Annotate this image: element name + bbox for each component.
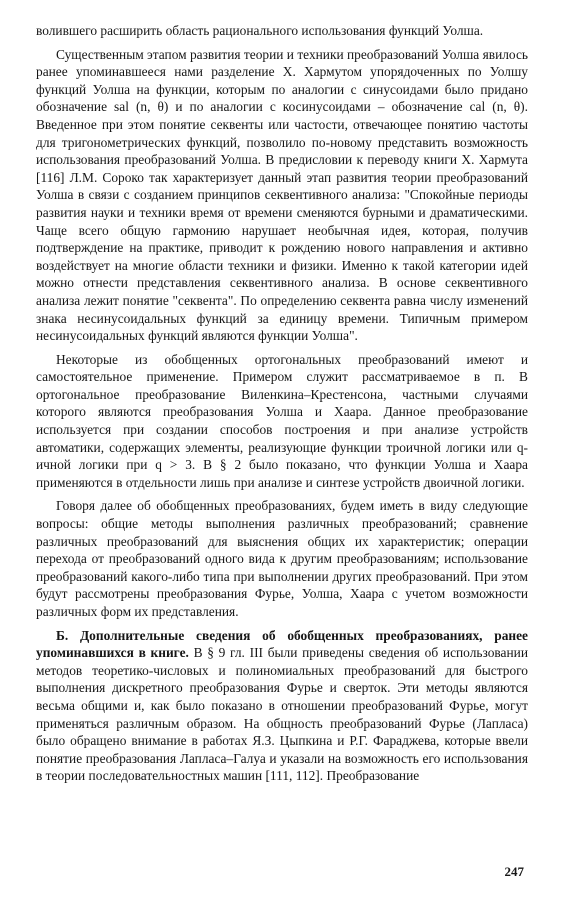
page-number: 247 (504, 864, 524, 879)
paragraph-1: волившего расширить область рационального использования функций Уолша. (36, 23, 484, 38)
paragraph-3: Некоторые из обобщенных ортогональных преобразований имеют и самостоятельное применение. Примером служит рассматриваемое в п. В ортогональное преобразование Виленкина–Крестенсона, частными случаями которого являются преобразования Уолша и Хаара. Данное преобразование используется при создании способов построения и при анализе устройств автоматики, содержащих элементы, реализующие функции троичной логики или q-ичной логики при q > 3. В § 2 было показано, что функции Уолша и Хаара применяются в отдельности лишь при анализе и синтезе устройств двоичной логики. (36, 351, 528, 490)
section-b-paragraph (36, 627, 528, 785)
document-page (36, 22, 528, 791)
section-b-text: В § 9 гл. III были приведены сведения об использовании методов теоретико-числовых и полиномиальных преобразований для быстрого выполнения дискретного преобразования Фурье и сверток. Эти методы являются весьма общими и, как было показано в отношении преобразований Фурье, могут применяться различным образом. На общность преобразований Фурье (Лапласа) было обращено внимание в работах Я.З. Цыпкина и Р.Г. Фараджева, которые ввели понятие преобразования Лапласа–Галуа и указали на возможность его использования в теории последовательностных машин [111, 112]. Преобразование (36, 645, 528, 784)
section-b-heading: Б. Дополнительные сведения об обобщенных преобразованиях, ранее упоминавшихся в книге. (36, 627, 528, 661)
paragraph-2: Существенным этапом развития теории и техники преобразований Уолша явилось ранее упоминавшееся нами разделение Х. Хармутом упорядоченных по Уолшу функций Уолша на функции, которым по аналогии с синусоидами было придано обозначение sal (n, θ) и по аналогии с косинусоидами – обозначение cal (n, θ). Введенное при этом понятие секвенты или частости, отвечающее понятию частоты для тригонометрических функций, позволило по-новому представить возможность использования преобразований Уолша. В предисловии к переводу книги Х. Хармута [116] Л.М. Сороко так характеризует данный этап развития теории преобразований Уолша в связи с созданием принципов секвентивного анализа: "Спокойные периоды развития науки и техники время от времени сменяются бурными и драматическими. Чаще всего общую гармонию нарушает необычная идея, которая, получив подтверждение на практике, приводит к рождению нового направления и активно воздействует на многие области техники и физики. Именно к такой категории идей можно отнести представления секвентивного анализа. В основе секвентивного анализа лежит понятие "секвента". По определению секвента равна числу изменений знака несинусоидальных функций за единицу времени. Типичным примером несинусоидальных функций являются функции Уолша". (36, 46, 528, 344)
paragraph-4: Говоря далее об обобщенных преобразованиях, будем иметь в виду следующие вопросы: общие методы выполнения различных преобразований; сравнение различных преобразований для выяснения общих их характеристик; операции перехода от преобразований одного вида к другим преобразованиям; использование преобразований какого-либо типа при выполнении других преобразований. При этом будут рассмотрены преобразования Фурье, Уолша, Хаара с учетом возможности различных форм их представления. (36, 498, 528, 619)
